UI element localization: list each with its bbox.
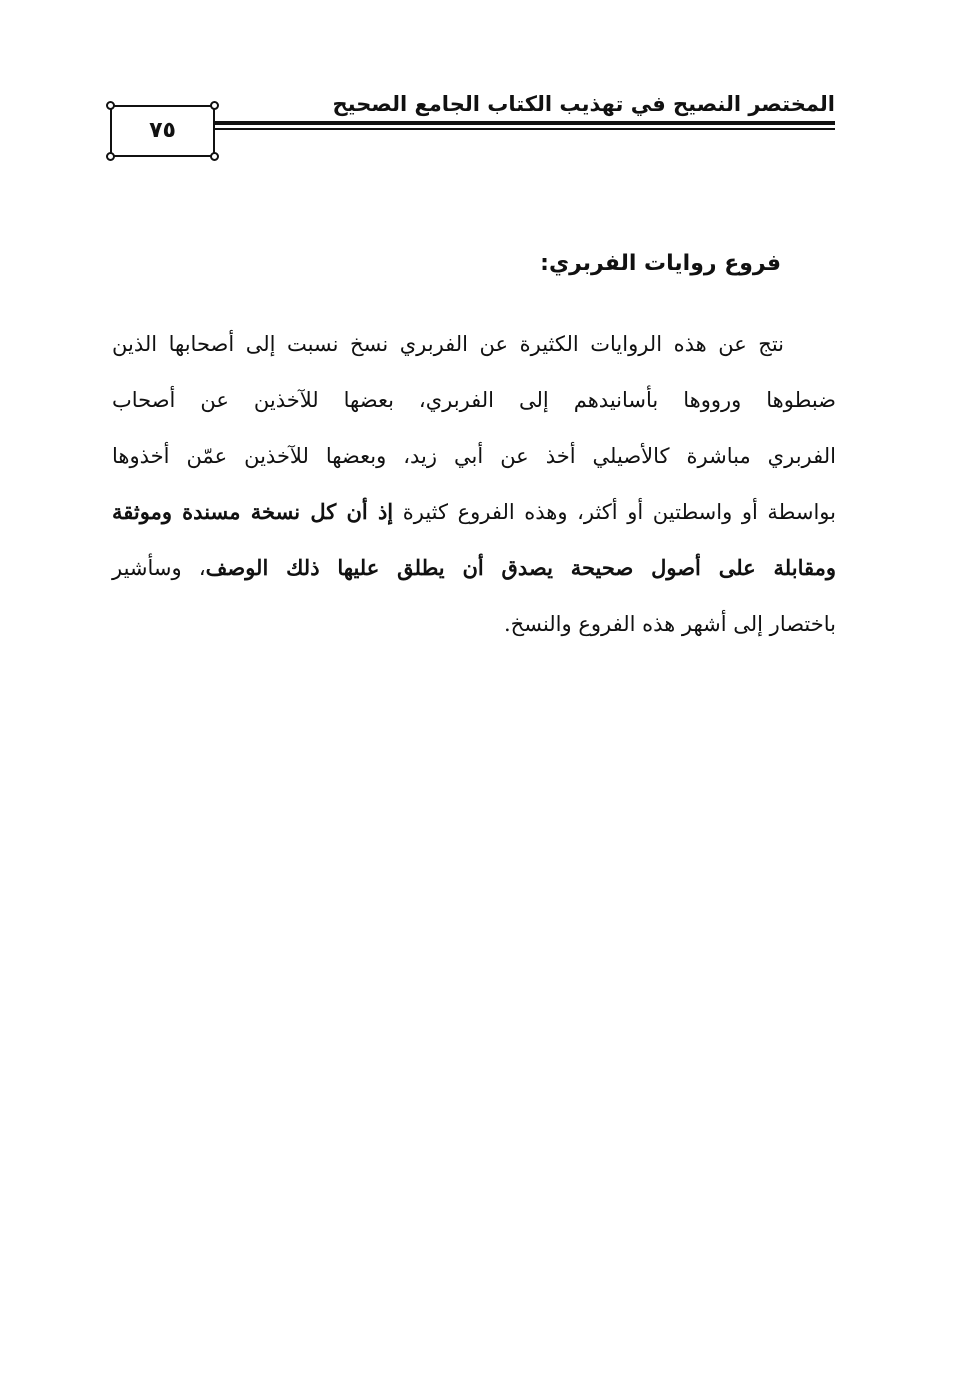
frame-corner-ornament (210, 101, 219, 110)
paragraph-line: نتج عن هذه الروايات الكثيرة عن الفربري نسخ نسبت إلى أصحابها الذين (112, 332, 784, 356)
frame-corner-ornament (106, 101, 115, 110)
section-heading: فروع روايات الفربري: (540, 251, 781, 276)
paragraph-line: باختصار إلى أشهر هذه الفروع والنسخ. (503, 612, 836, 636)
paragraph-text: ، وسأشير (112, 556, 206, 580)
page-number: ٧٥ (149, 118, 176, 143)
frame-corner-ornament (210, 152, 219, 161)
body-paragraph (112, 316, 836, 652)
frame-corner-ornament (106, 152, 115, 161)
paragraph-bold-text: إذ أن كل نسخة مسندة وموثقة (112, 499, 394, 524)
paragraph-line: ضبطوها ورووها بأسانيدهم إلى الفربري، بعضها للآخذين عن أصحاب (112, 388, 836, 412)
paragraph-bold-text: ومقابلة على أصول صحيحة يصدق أن يطلق عليها ذلك الوصف (205, 555, 836, 580)
paragraph-line (112, 540, 836, 596)
header-rule-thick-line (215, 121, 835, 125)
header-double-rule (215, 121, 835, 130)
paragraph-text: بواسطة أو واسطتين أو أكثر، وهذه الفروع كثيرة (393, 500, 836, 524)
paragraph-line (112, 484, 836, 540)
header-rule-thin-line (215, 128, 835, 130)
page-number-frame (110, 105, 215, 157)
running-header-title: المختصر النصيح في تهذيب الكتاب الجامع الصحيح (332, 92, 835, 116)
paragraph-line: الفربري مباشرة كالأصيلي أخذ عن أبي زيد، وبعضها للآخذين عمّن أخذوها (112, 444, 836, 468)
